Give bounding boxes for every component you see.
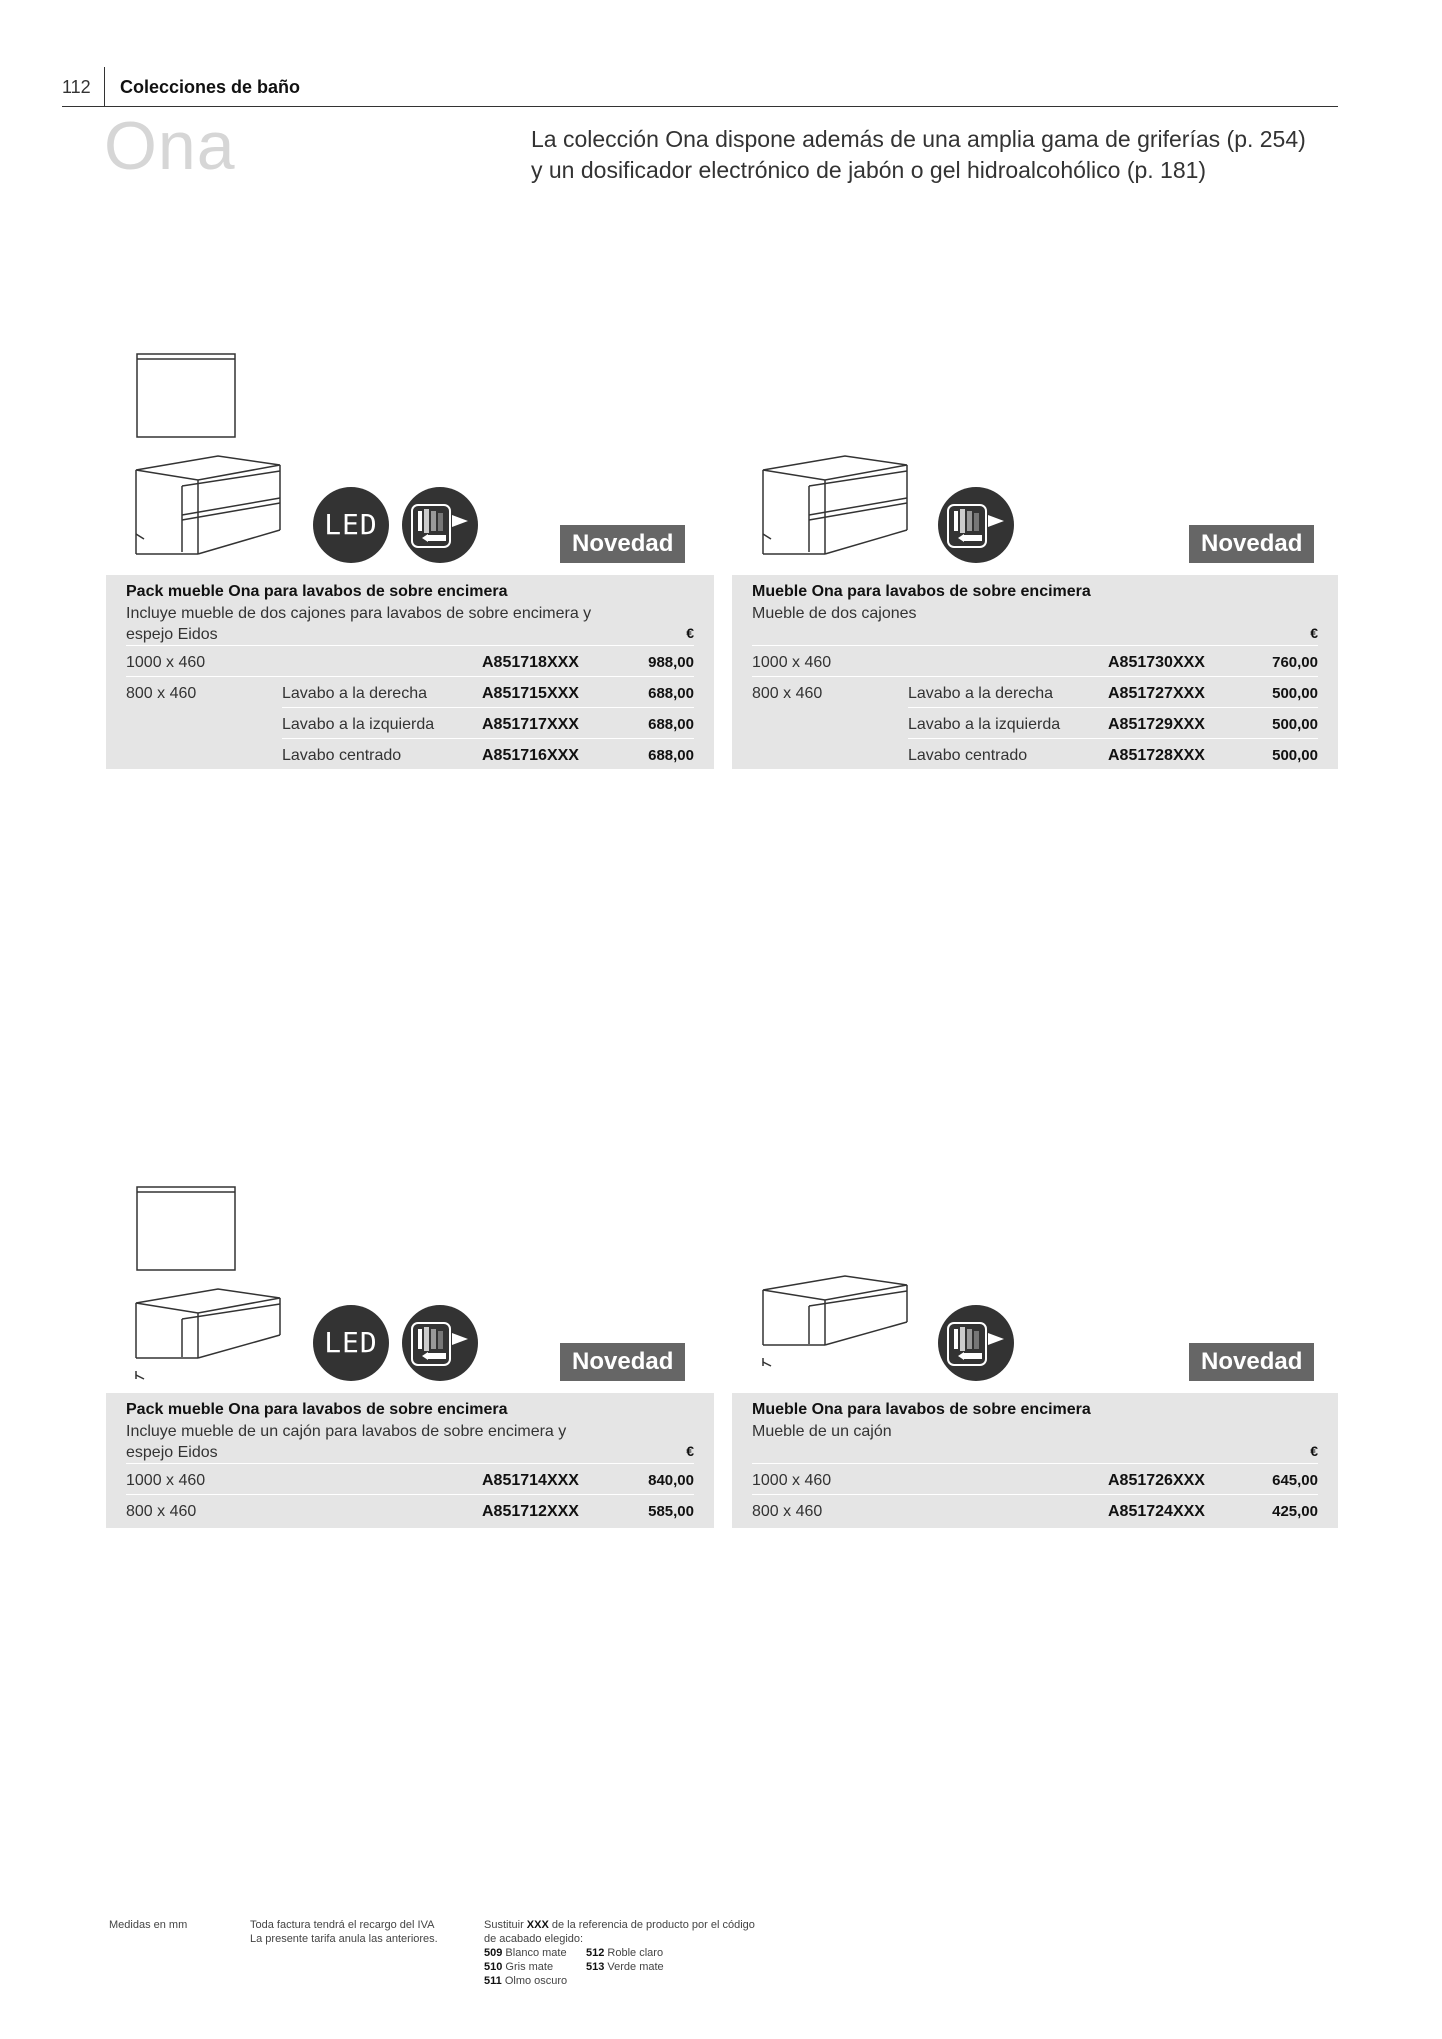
product-panel-2 [732,575,1338,769]
product-description: Mueble de dos cajones [752,605,917,622]
collection-title: Ona [104,108,236,184]
table-row: 800 x 460 Lavabo a la derecha A851727XXX 500,00 [732,676,1338,707]
table-row: Lavabo a la izquierda A851729XXX 500,00 [732,707,1338,738]
table-row: 800 x 460 Lavabo a la derecha A851715XXX 688,00 [106,676,714,707]
page-number: 112 [62,77,91,97]
product-description: Incluye mueble de un cajón para lavabos de sobre encimera y espejo Eidos [126,1423,567,1461]
footer-finish-codes: Sustituir XXX de la referencia de producto por el código de acabado elegido: 509 Blanco mate 512 Roble claro 510 Gris mate 513 Verde mate 511 Olmo oscuro [484,1918,804,1988]
finish-selector-icon [938,1305,1014,1381]
novedad-badge: Novedad [1189,525,1314,563]
page-header [62,62,1338,107]
table-row: 800 x 460 A851712XXX 585,00 [106,1494,714,1525]
two-drawers-sketch [757,450,917,560]
finish-selector-icon [402,1305,478,1381]
footer-vat: Toda factura tendrá el recargo del IVA La presente tarifa anula las anteriores. [250,1919,438,1945]
novedad-badge: Novedad [1189,1343,1314,1381]
led-icon: LED [313,487,389,563]
finish-selector-icon [938,487,1014,563]
currency-label: € [686,625,694,641]
intro-line-1: La colección Ona dispone además de una amplia gama de griferías (p. 254) [531,126,1306,152]
footer-measures: Medidas en mm [109,1919,188,1931]
section-title: Colecciones de baño [120,77,301,97]
intro-line-2: y un dosificador electrónico de jabón o gel hidroalcohólico (p. 181) [531,157,1207,183]
table-row: Lavabo a la izquierda A851717XXX 688,00 [106,707,714,738]
product-panel-4 [732,1393,1338,1528]
table-row: 1000 x 460 A851730XXX 760,00 [732,645,1338,676]
product-panel-3 [106,1393,714,1528]
pack-one-drawer-sketch [130,1183,290,1383]
collection-intro [531,124,1331,186]
table-row: Lavabo centrado A851716XXX 688,00 [106,738,714,769]
table-row: 800 x 460 A851724XXX 425,00 [732,1494,1338,1525]
product-title: Mueble Ona para lavabos de sobre encimera [752,583,1091,600]
novedad-badge: Novedad [560,1343,685,1381]
finish-selector-icon [402,487,478,563]
table-row: 1000 x 460 A851714XXX 840,00 [106,1463,714,1494]
led-icon: LED [313,1305,389,1381]
table-row: Lavabo centrado A851728XXX 500,00 [732,738,1338,769]
product-title: Pack mueble Ona para lavabos de sobre encimera [126,583,508,600]
table-row: 1000 x 460 A851726XXX 645,00 [732,1463,1338,1494]
novedad-badge: Novedad [560,525,685,563]
finish-row: 511 Olmo oscuro [484,1975,568,1987]
finish-row: 509 Blanco mate 512 Roble claro [484,1947,664,1959]
header-divider [104,67,105,106]
table-row: 1000 x 460 A851718XXX 988,00 [106,645,714,676]
finish-row: 510 Gris mate 513 Verde mate [484,1961,664,1973]
currency-label: € [1310,625,1318,641]
currency-label: € [1310,1443,1318,1459]
pack-two-drawers-sketch [130,350,290,560]
product-panel-1 [106,575,714,769]
one-drawer-sketch [757,1270,917,1380]
product-description: Mueble de un cajón [752,1423,892,1440]
product-title: Mueble Ona para lavabos de sobre encimera [752,1401,1091,1418]
product-description: Incluye mueble de dos cajones para lavabos de sobre encimera y espejo Eidos [126,605,592,643]
product-title: Pack mueble Ona para lavabos de sobre encimera [126,1401,508,1418]
currency-label: € [686,1443,694,1459]
